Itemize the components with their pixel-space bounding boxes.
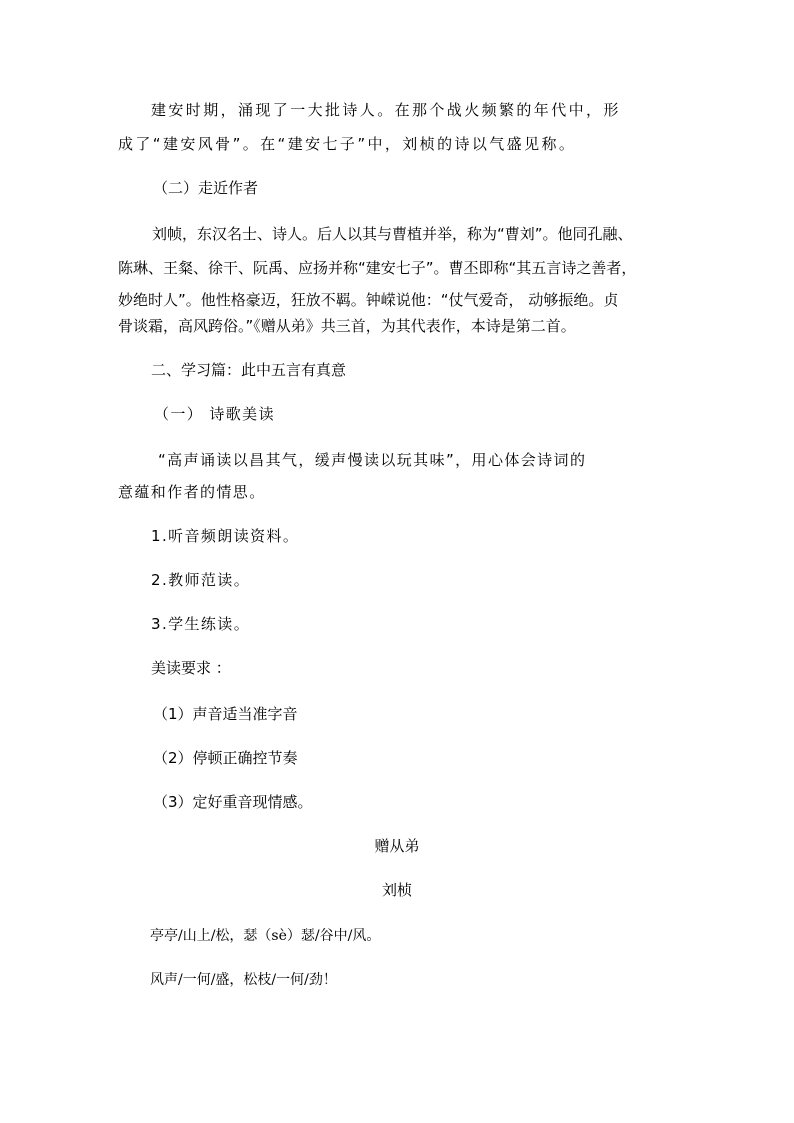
requirement-1: （1）声音适当准字音 — [153, 705, 298, 723]
paragraph-intro-line-2: 成了“建安风骨”。在“建安七子”中，刘桢的诗以气盛见称。 — [118, 135, 577, 153]
paragraph-read-line-2: 意蕴和作者的情思。 — [118, 483, 266, 501]
subsection-heading-read: （一） 诗歌美读 — [154, 405, 275, 423]
step-3: 3.学生练读。 — [151, 615, 251, 633]
poem-line-1: 亭亭/山上/松，瑟（sè）瑟/谷中/风。 — [150, 928, 381, 944]
step-2: 2.教师范读。 — [151, 571, 251, 589]
requirement-2: （2）停顿正确控节奏 — [153, 749, 298, 767]
requirements-title: 美读要求 ： — [151, 659, 231, 677]
poem-author: 刘桢 — [381, 881, 412, 899]
paragraph-author-line-3: 妙绝时人”。他性格豪迈，狂放不羁。钟嵘说他：“仗气爱奇， 动够振绝。贞 — [118, 291, 619, 309]
paragraph-author-line-1: 刘帧，东汉名士、诗人。后人以其与曹植并举，称为“曹刘”。他同孔融、 — [152, 225, 633, 243]
section-heading-study: 二、学习篇：此中五言有真意 — [151, 361, 347, 379]
paragraph-read-line-1: “高声诵读以昌其气，缓声慢读以玩其味”，用心体会诗词的 — [158, 451, 587, 469]
step-1: 1.听音频朗读资料。 — [151, 527, 300, 545]
poem-title: 赠从弟 — [374, 837, 420, 855]
requirement-3: （3）定好重音现情感。 — [153, 793, 313, 811]
poem-line-2: 风声/一何/盛，松枝/一何/劲！ — [150, 972, 337, 988]
paragraph-intro-line-1: 建安时期，涌现了一大批诗人。在那个战火频繁的年代中，形 — [151, 101, 621, 119]
paragraph-author-line-2: 陈琳、王粲、徐干、阮禹、应扬并称“建安七子”。曹丕即称“其五言诗之善者， — [118, 259, 637, 277]
paragraph-author-line-4: 骨谈霜，高风跨俗。”《赠从弟》共三首，为其代表作，本诗是第二首。 — [118, 317, 576, 335]
section-heading-author: （二）走近作者 — [153, 179, 259, 197]
